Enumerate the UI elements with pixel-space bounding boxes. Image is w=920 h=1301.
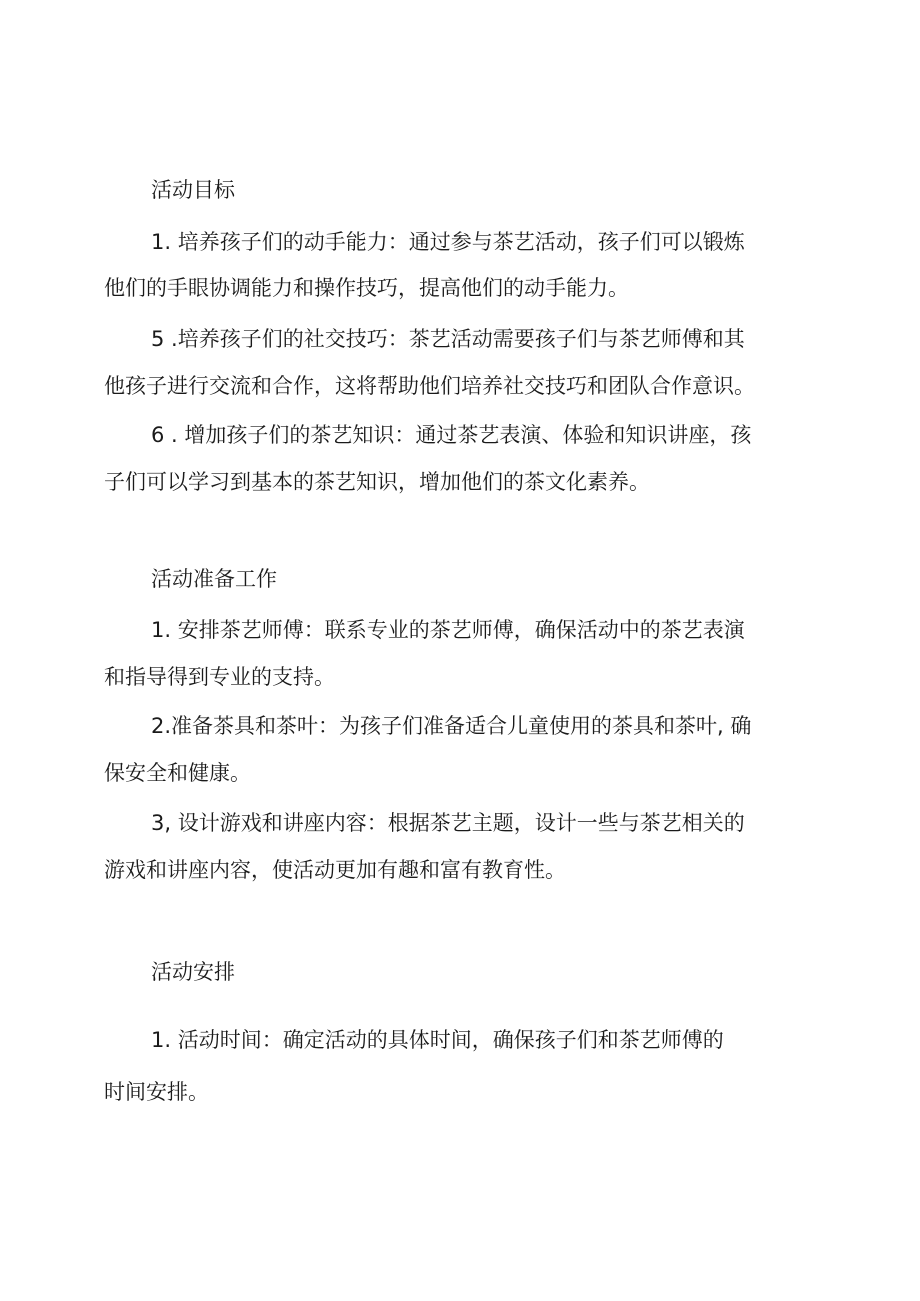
goal-item-3-line-2: 子们可以学习到基本的茶艺知识，增加他们的茶文化素养。: [104, 470, 650, 494]
prep-item-2-line-2: 保安全和健康。: [104, 761, 251, 785]
schedule-item-1-line-1: 1. 活动时间：确定活动的具体时间，确保孩子们和茶艺师傅的: [151, 1028, 724, 1052]
goal-item-1-line-1: 1. 培养孩子们的动手能力：通过参与茶艺活动，孩子们可以锻炼: [151, 230, 745, 254]
prep-item-3-line-1: 3, 设计游戏和讲座内容：根据茶艺主题，设计一些与茶艺相关的: [151, 811, 745, 835]
goal-item-1-line-2: 他们的手眼协调能力和操作技巧，提高他们的动手能力。: [104, 276, 629, 300]
prep-item-3-line-2: 游戏和讲座内容，使活动更加有趣和富有教育性。: [104, 858, 566, 882]
section-heading-preparation: 活动准备工作: [151, 567, 277, 591]
goal-item-2-line-2: 他孩子进行交流和合作，这将帮助他们培养社交技巧和团队合作意识。: [104, 374, 755, 398]
goal-item-2-line-1: 5 .培养孩子们的社交技巧：茶艺活动需要孩子们与茶艺师傅和其: [151, 327, 745, 351]
section-heading-schedule: 活动安排: [151, 960, 235, 984]
schedule-item-1-line-2: 时间安排。: [104, 1080, 209, 1104]
prep-item-2-line-1: 2.准备茶具和茶叶：为孩子们准备适合儿童使用的茶具和茶叶, 确: [151, 714, 752, 738]
goal-item-3-line-1: 6 . 增加孩子们的茶艺知识：通过茶艺表演、体验和知识讲座，孩: [151, 423, 752, 447]
prep-item-1-line-1: 1. 安排茶艺师傅：联系专业的茶艺师傅，确保活动中的茶艺表演: [151, 618, 745, 642]
prep-item-1-line-2: 和指导得到专业的支持。: [104, 665, 335, 689]
section-heading-goals: 活动目标: [151, 178, 235, 202]
